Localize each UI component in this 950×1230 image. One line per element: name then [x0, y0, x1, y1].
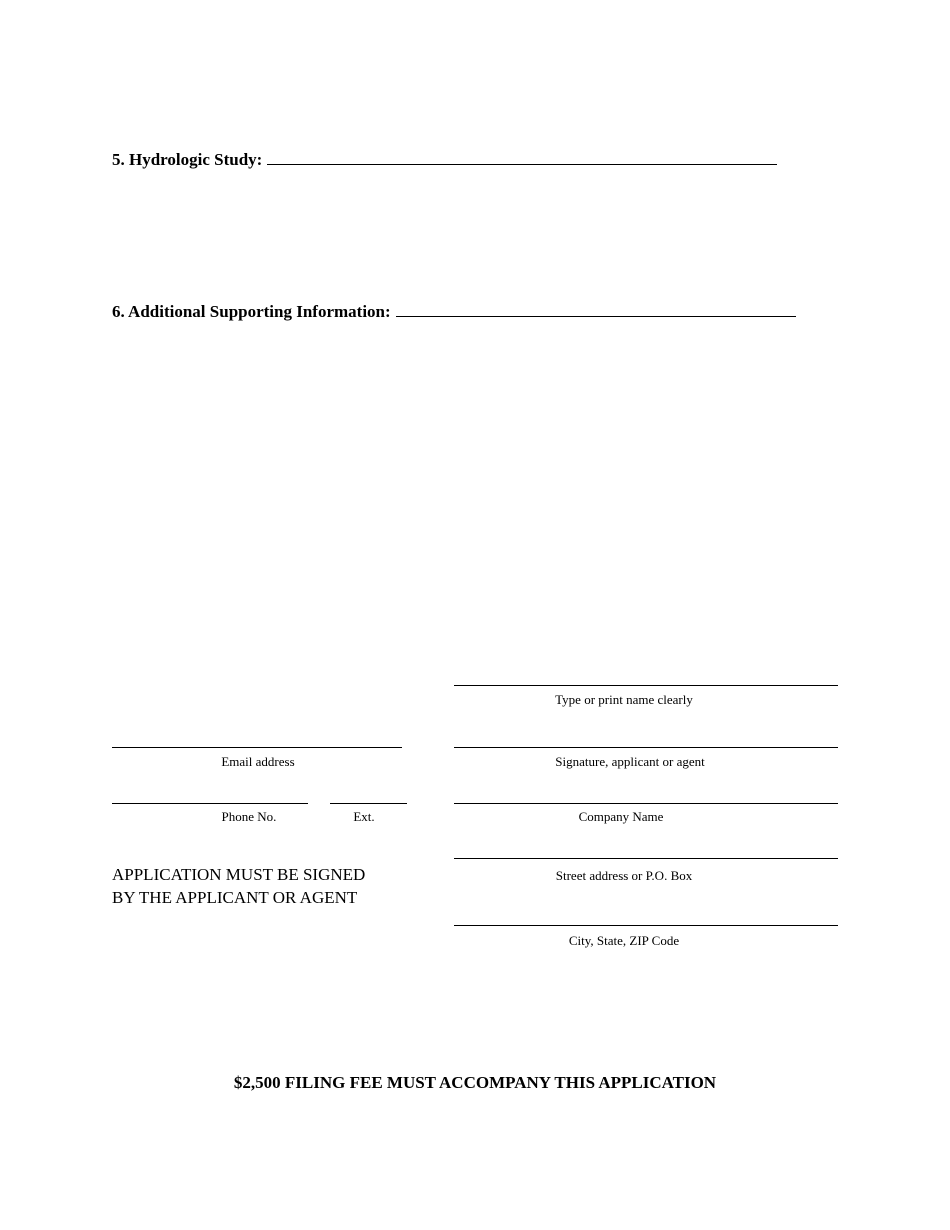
company-caption: Company Name	[578, 809, 664, 824]
filing-fee-notice: $2,500 FILING FEE MUST ACCOMPANY THIS APPLICATION	[233, 1073, 717, 1092]
ext-line[interactable]	[330, 803, 407, 804]
signature-notice-line-1: APPLICATION MUST BE SIGNED	[112, 865, 366, 884]
phone-line[interactable]	[112, 803, 308, 804]
print-name-line[interactable]	[454, 685, 838, 686]
phone-caption: Phone No.	[221, 809, 277, 824]
additional-info-field[interactable]	[396, 315, 796, 317]
additional-info-heading	[112, 302, 796, 322]
city-line[interactable]	[454, 925, 838, 926]
ext-caption: Ext.	[353, 809, 375, 824]
street-caption: Street address or P.O. Box	[555, 868, 693, 883]
print-name-caption: Type or print name clearly	[555, 692, 693, 707]
city-caption: City, State, ZIP Code	[568, 933, 680, 948]
email-line[interactable]	[112, 747, 402, 748]
signature-notice	[112, 863, 365, 909]
email-caption: Email address	[221, 754, 295, 769]
company-line[interactable]	[454, 803, 838, 804]
signature-caption: Signature, applicant or agent	[555, 754, 705, 769]
additional-info-label: 6. Additional Supporting Information:	[112, 302, 391, 321]
hydrologic-study-heading	[112, 150, 777, 170]
signature-line[interactable]	[454, 747, 838, 748]
street-line[interactable]	[454, 858, 838, 859]
signature-notice-line-2: BY THE APPLICANT OR AGENT	[112, 888, 358, 907]
hydrologic-study-label: 5. Hydrologic Study:	[112, 150, 263, 169]
hydrologic-study-field[interactable]	[267, 163, 777, 165]
